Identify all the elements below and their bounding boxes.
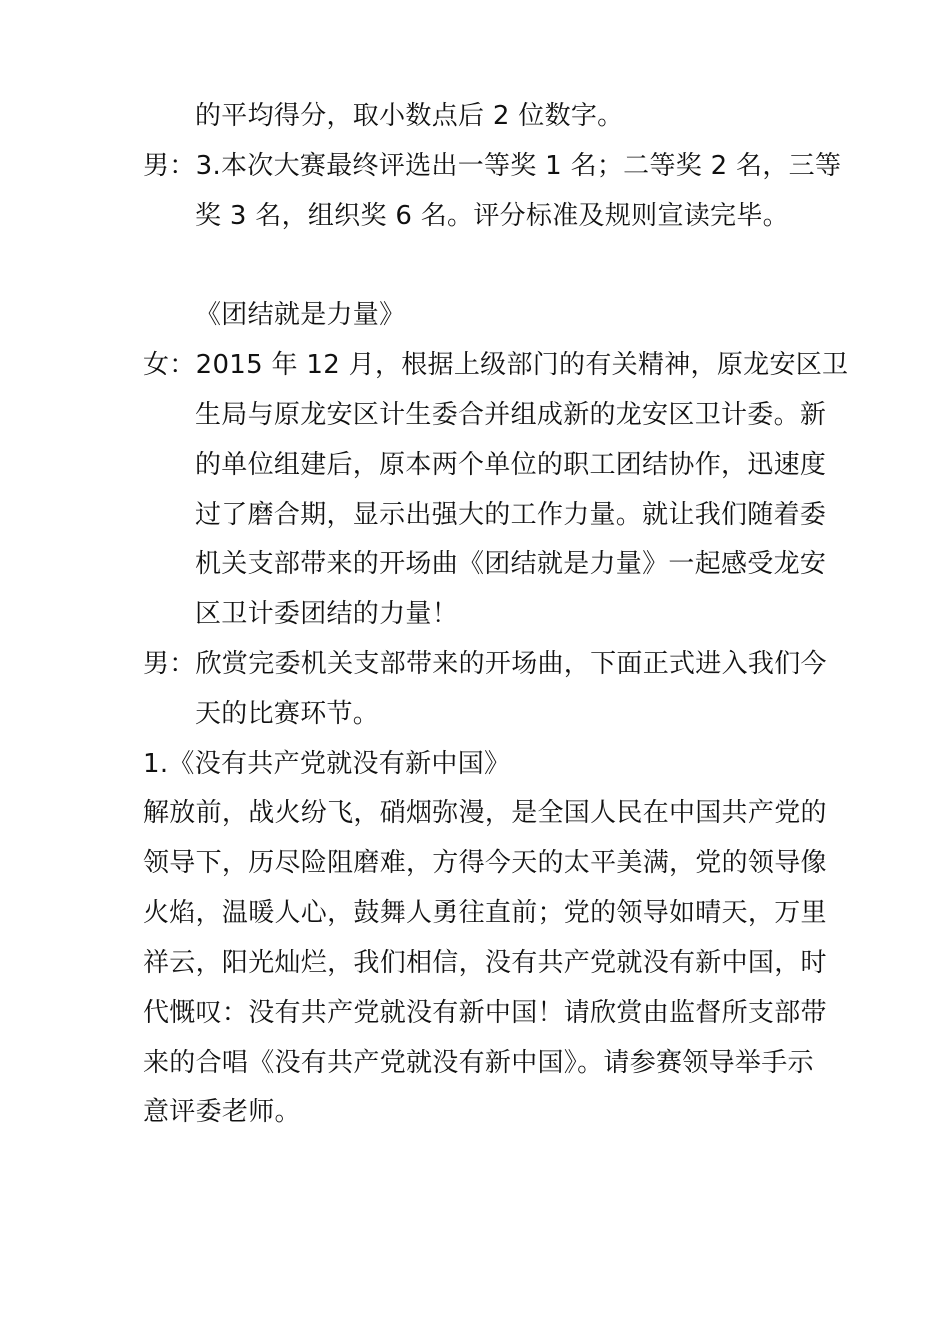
text-line-8: 过了磨合期，显示出强大的工作力量。就让我们随着委 [195, 500, 827, 530]
text-line-7: 的单位组建后，原本两个单位的职工团结协作，迅速度 [195, 450, 827, 480]
text-line-10: 区卫计委团结的力量！ [195, 599, 459, 629]
text-line-5: 女：2015 年 12 月，根据上级部门的有关精神，原龙安区卫 [143, 350, 849, 380]
text-line-16: 火焰，温暖人心，鼓舞人勇往直前；党的领导如晴天，万里 [143, 898, 827, 928]
text-line-18: 代慨叹：没有共产党就没有新中国！请欣赏由监督所支部带 [143, 998, 827, 1028]
text-line-20: 意评委老师。 [143, 1097, 301, 1127]
text-line-9: 机关支部带来的开场曲《团结就是力量》一起感受龙安 [195, 549, 827, 579]
text-line-2: 男：3.本次大赛最终评选出一等奖 1 名；二等奖 2 名，三等 [143, 151, 842, 181]
program-item-title: 1.《没有共产党就没有新中国》 [143, 749, 511, 779]
text-line-17: 祥云，阳光灿烂，我们相信，没有共产党就没有新中国，时 [143, 948, 827, 978]
text-line-1: 的平均得分，取小数点后 2 位数字。 [195, 101, 624, 131]
section-title: 《团结就是力量》 [195, 300, 406, 330]
text-line-12: 天的比赛环节。 [195, 699, 380, 729]
text-line-6: 生局与原龙安区计生委合并组成新的龙安区卫计委。新 [195, 400, 827, 430]
text-line-15: 领导下，历尽险阻磨难，方得今天的太平美满，党的领导像 [143, 848, 827, 878]
text-line-3: 奖 3 名，组织奖 6 名。评分标准及规则宣读完毕。 [195, 201, 789, 231]
text-line-14: 解放前，战火纷飞，硝烟弥漫，是全国人民在中国共产党的 [143, 798, 827, 828]
text-line-11: 男：欣赏完委机关支部带来的开场曲，下面正式进入我们今 [143, 649, 827, 679]
text-line-19: 来的合唱《没有共产党就没有新中国》。请参赛领导举手示 [143, 1048, 814, 1078]
